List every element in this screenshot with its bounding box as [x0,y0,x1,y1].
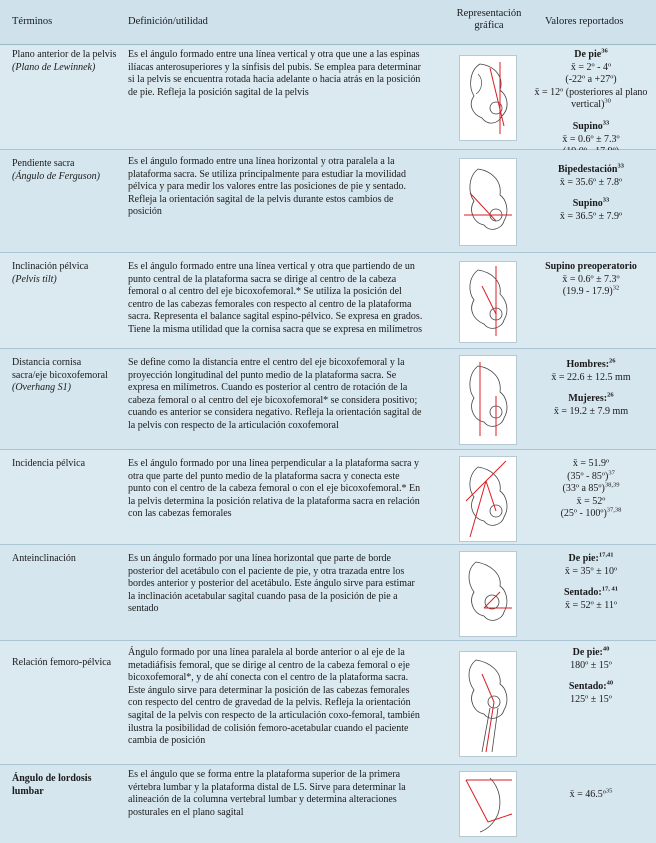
table-row [0,253,656,349]
values-cell [533,164,649,223]
term-name: Plano anterior de la pelvis [12,49,117,60]
values-cell [533,458,649,521]
spine-diagram [459,771,517,837]
value-label: De pie:$^{40}$ [572,645,610,658]
term-cell [12,773,117,798]
term-cell [12,657,117,670]
definition-cell: Es un ángulo formado por una línea horizontal que parte de borde posterior del acetábulo con el paciente de pie, y otra trazada entre los bordes anterior y posterior del acetábulo. Este ángulo sirve para estimar la inclinación acetabular sagital cuando pasa de la posición de pie a sentado [128,553,415,615]
header-values: Valores reportados [545,16,624,27]
values-cell [533,647,649,706]
pelvis-diagram [459,261,517,343]
term-cell [12,553,117,566]
value-text: x̄ = 12º (posteriores al plano vertical)$^{30}$ [534,86,648,111]
header-figure: Representación gráfica [456,8,522,31]
table-row [0,45,656,150]
value-text: (33º a 85º)$^{38,39}$ [562,481,620,495]
term-name: Distancia cornisa sacra/eje bicoxofemoral [12,357,108,381]
pelvis-diagram [459,158,517,246]
values-cell [533,261,649,299]
value-text: x̄ = 35º ± 10º [564,565,618,577]
term-alt: (Ángulo de Ferguson) [12,170,100,182]
value-text: x̄ = 22.6 ± 12.5 mm [551,371,631,383]
table-row [0,641,656,765]
term-name: Pendiente sacra [12,158,75,169]
table-header [0,0,656,45]
term-name: Anteinclinación [12,553,76,564]
table-row [0,545,656,641]
value-label: De pie:$^{17,41}$ [568,551,614,564]
pelvis-diagram [459,55,517,141]
header-definition: Definición/utilidad [128,16,208,27]
values-cell [533,359,649,418]
value-label: Supino preoperatorio [545,261,637,272]
value-text: 125º ± 15º [570,693,612,705]
value-text: x̄ = 52º ± 11º [565,599,617,611]
term-name: Ángulo de lordosis lumbar [12,773,92,797]
value-text: x̄ = 36.5º ± 7.9º [559,210,623,222]
value-text: x̄ = 19.2 ± 7.9 mm [553,405,629,417]
table-row [0,150,656,253]
term-alt: (Pelvis tilt) [12,273,57,285]
pelvis-diagram [459,456,517,542]
values-cell [533,553,649,612]
header-terms: Términos [12,16,53,27]
value-text: x̄ = 0.6º ± 7.3º [562,133,620,145]
pelvis-diagram [459,355,517,445]
value-label: Supino$^{33}$ [572,196,610,210]
value-label: Hombres:$^{26}$ [566,357,616,370]
values-cell [533,49,649,159]
table-row [0,765,656,843]
value-label: Mujeres:$^{26}$ [568,391,614,405]
definition-cell: Es el ángulo que se forma entre la plataforma superior de la primera vértebra lumbar y la plataforma distal de L5. Sirve para determinar la alineación de la columna vertebral lumbar y determina alteraciones posturales en el plano sagital [128,769,406,818]
pelvis-diagram [459,651,517,757]
definition-cell: Se define como la distancia entre el centro del eje bicoxofemoral y la proyección longitudinal del punto medio de la plataforma sacra. Se expresa en milímetros. Cuando es posterior al centro de rotación de la cabeza femoral o al centro del eje bicoxofemoral* se considera positivo; cuando es anterior se considera negativo. Refleja la orientación sagital de la pelvis con respecto de la articulación coxofemoral [128,357,422,431]
value-text: x̄ = 35.6º ± 7.8º [559,176,623,188]
definition-cell: Ángulo formado por una línea paralela al borde anterior o al eje de la metadiáfisis femoral, que se dirige al centro de la cabeza femoral o eje bicoxofemoral*, y de ahí conecta con el centro de la plataforma sacra. Este ángulo sirve para determinar la posición de las cabezas femorales con respecto del centro de gravedad de la pelvis. Refleja la orientación sagital de la pelvis con respecto de la articulación coxo-femoral, también ilustra la posibilidad de colisión femoro-acetabular cuando el paciente cambia de posición [128,647,420,747]
term-cell [12,49,117,74]
value-label: Sentado:$^{40}$ [568,679,614,693]
term-name: Relación femoro-pélvica [12,657,112,668]
definition-cell: Es el ángulo formado entre una línea horizontal y otra paralela a la plataforma sacra. Se utiliza principalmente para estudiar la movilidad pélvica y para medir los valores entre las posiciones de pie y sentado. Refleja la orientación sagital de la pelvis durante estos cambios de posición [128,156,406,218]
term-name: Inclinación pélvica [12,261,89,272]
term-cell [12,158,117,183]
definition-cell: Es el ángulo formado por una línea perpendicular a la plataforma sacra y otra que parte del punto medio de la plataforma sacra y conecta este punto con el centro de la cabeza femoral o con el eje bicoxofemoral.* En la pelvis determina la posición relativa de la plataforma sacra en relación con las cabezas femorales [128,458,421,520]
value-text: (25º - 100º)$^{37,38}$ [560,507,622,520]
term-cell [12,357,117,395]
term-alt: (Overhang S1) [12,382,71,394]
table-row [0,349,656,450]
value-label: Supino$^{33}$ [572,119,610,132]
term-cell [12,261,117,286]
value-text: x̄ = 52º [576,495,606,507]
table-row [0,450,656,545]
value-label: De pie$^{36}$ [574,47,608,60]
term-name: Incidencia pélvica [12,458,86,469]
values-cell [533,789,649,802]
value-text: x̄ = 51.9º [572,458,610,469]
term-cell [12,458,117,471]
value-label: Sentado:$^{17, 41}$ [563,585,619,599]
value-text: (35º - 85º)$^{37}$ [567,469,615,482]
value-text: (19.9 - 17.9)$^{32}$ [562,284,620,298]
value-text: x̄ = 46.5º$^{35}$ [569,787,613,800]
value-text: x̄ = 0.6º ± 7.3º [562,273,620,285]
value-text: 180º ± 15º [570,659,612,671]
value-label: Bipedestación$^{33}$ [558,162,624,175]
term-alt: (Plano de Lewinnek) [12,61,96,73]
pelvis-diagram [459,551,517,637]
value-text: (-22º a +27º) [565,74,617,86]
definition-cell: Es el ángulo formado entre una línea vertical y otra que une a las espinas ilíacas anterosuperiores y la sínfisis del pubis. Se emplea para determinar si la pelvis se encuentra rotada hacia adelante o hacia atrás en la posición de pie. Refleja la posición sagital de la pelvis [128,49,421,98]
value-text: x̄ = 2º - 4º [570,61,612,73]
definition-cell: Es el ángulo formado entre una línea vertical y otra que partiendo de un punto central de la plataforma sacra se dirige al centro de la cabeza femoral o al centro del eje bicoxofemoral.* Se utiliza la posición del centro de las cabezas femorales con respecto al centro de la plataforma sacra. Representa el balance sagital espino-pélvico. Se expresa en grados. Tiene la misma utilidad que la cornisa sacra que se expresa en milímetros [128,261,423,335]
